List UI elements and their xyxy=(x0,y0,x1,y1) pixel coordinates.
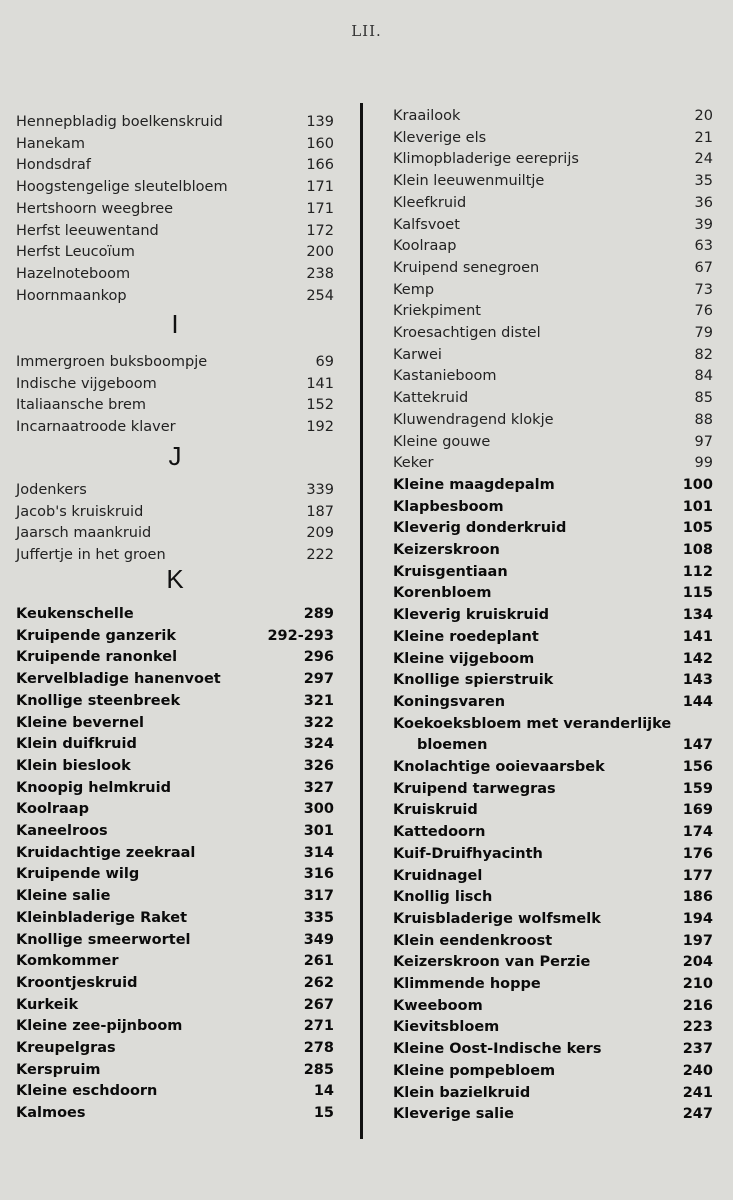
entry-name: Klein bieslook xyxy=(16,757,131,774)
entry-name: Kleinbladerige Raket xyxy=(16,909,188,926)
entry-name: Kreupelgras xyxy=(16,1040,116,1056)
entry-page: 156 xyxy=(682,759,713,775)
index-entry xyxy=(393,106,713,128)
entry-name: Hoornmaankop xyxy=(16,287,127,304)
index-entry xyxy=(393,583,713,605)
column-divider xyxy=(360,103,363,1139)
entry-name: Kleine gouwe xyxy=(393,433,491,450)
entry-name: Kruipende ganzerik xyxy=(16,627,177,644)
entry-name: Klimmende hoppe xyxy=(393,976,541,992)
index-entry xyxy=(393,692,713,714)
index-entry xyxy=(16,886,334,908)
entry-page: 84 xyxy=(694,368,713,385)
entry-name: Kruipende wilg xyxy=(16,866,140,883)
index-entry xyxy=(393,974,713,996)
entry-page: 171 xyxy=(306,179,334,196)
entry-name: Knollige spierstruik xyxy=(393,672,554,689)
entry-name: Keukenschelle xyxy=(16,606,134,622)
entry-page: 187 xyxy=(306,503,334,520)
entry-name: Kervelbladige hanenvoet xyxy=(16,671,221,688)
index-entry xyxy=(393,1039,713,1061)
entry-page: 147 xyxy=(682,737,713,754)
index-entry xyxy=(393,453,713,475)
entry-page: 35 xyxy=(694,173,713,190)
entry-page: 194 xyxy=(682,910,713,927)
index-entry xyxy=(16,286,334,308)
entry-name: Indische vijgeboom xyxy=(16,375,157,392)
index-entry xyxy=(393,128,713,150)
entry-page: 88 xyxy=(694,411,713,428)
entry-name: Kastanieboom xyxy=(393,368,497,385)
entry-name: Kattedoorn xyxy=(393,824,486,841)
index-entry xyxy=(393,193,713,215)
entry-name: Koolraap xyxy=(16,801,89,818)
entry-name: Kievitsbloem xyxy=(393,1019,500,1036)
index-entry xyxy=(16,973,334,995)
entry-page: 100 xyxy=(682,476,713,493)
index-entry xyxy=(16,821,334,843)
entry-page: 316 xyxy=(303,866,334,883)
entry-name: Immergroen buksboompje xyxy=(16,354,208,370)
index-entry xyxy=(16,177,334,199)
entry-name: Kleine bevernel xyxy=(16,714,144,731)
entry-name: Knollige steenbreek xyxy=(16,692,181,709)
entry-page: 176 xyxy=(682,845,713,862)
index-entry xyxy=(16,626,334,648)
entry-name: Kruisbladerige wolfsmelk xyxy=(393,910,601,927)
index-entry xyxy=(16,134,334,156)
section-letter-k: K xyxy=(166,564,184,594)
index-entry xyxy=(393,215,713,237)
entry-page: 73 xyxy=(694,281,713,298)
entry-name: Keizerskroon van Perzie xyxy=(393,954,591,971)
entry-name: Keizerskroon xyxy=(393,542,500,558)
index-entry xyxy=(16,155,334,177)
entry-name: Komkommer xyxy=(16,953,119,970)
entry-page: 317 xyxy=(303,888,334,905)
index-entry xyxy=(16,778,334,800)
entry-page: 300 xyxy=(303,801,334,818)
index-entry xyxy=(393,366,713,388)
entry-page: 216 xyxy=(682,997,713,1014)
entry-name: Knolachtige ooievaarsbek xyxy=(393,759,605,775)
entry-page: 15 xyxy=(313,1105,334,1122)
entry-page: 314 xyxy=(303,844,334,861)
entry-page: 174 xyxy=(682,824,713,841)
index-entry xyxy=(16,242,334,264)
index-entry xyxy=(16,417,334,439)
index-entry xyxy=(393,649,713,671)
entry-page: 210 xyxy=(682,976,713,992)
index-entry xyxy=(393,301,713,323)
entry-name: Kruipend senegroen xyxy=(393,259,540,276)
entry-name: Herfst leeuwentand xyxy=(16,222,159,239)
index-entry xyxy=(16,1016,334,1038)
entry-name: Keker xyxy=(393,455,434,472)
entry-name: Kraailook xyxy=(393,108,461,124)
entry-name: Incarnaatroode klaver xyxy=(16,419,176,436)
entry-page: 144 xyxy=(682,693,713,710)
index-entry xyxy=(393,236,713,258)
entry-name: Koningsvaren xyxy=(393,693,506,710)
index-entry xyxy=(393,822,713,844)
entry-page: 82 xyxy=(694,346,713,363)
index-entry xyxy=(16,995,334,1017)
entry-name: Hennepbladig boelkenskruid xyxy=(16,114,223,130)
index-entry xyxy=(16,713,334,735)
entry-page: 186 xyxy=(682,889,713,906)
entry-name: Jodenkers xyxy=(16,482,87,498)
entry-page: 24 xyxy=(694,151,713,168)
entry-name: Koolraap xyxy=(393,238,457,255)
index-entry xyxy=(16,908,334,930)
index-entry xyxy=(16,480,334,502)
entry-page: 69 xyxy=(315,354,334,370)
index-entry xyxy=(393,540,713,562)
entry-page: 160 xyxy=(306,135,334,152)
index-entry xyxy=(393,931,713,953)
entry-name: Juffertje in het groen xyxy=(16,547,166,564)
entry-page: 166 xyxy=(306,157,334,174)
entry-name: Hondsdraf xyxy=(16,157,91,174)
entry-name: Korenbloem xyxy=(393,585,492,602)
entry-name: Kattekruid xyxy=(393,390,469,407)
index-entry xyxy=(393,1104,713,1126)
entry-name: Kruidachtige zeekraal xyxy=(16,844,196,861)
entry-name: Kleine roedeplant xyxy=(393,628,539,645)
entry-page: 141 xyxy=(682,628,713,645)
entry-name: Italiaansche brem xyxy=(16,397,147,414)
entry-page: 76 xyxy=(694,303,713,320)
index-entry xyxy=(16,1081,334,1103)
entry-page: 112 xyxy=(682,563,713,580)
entry-name: Kleverig kruiskruid xyxy=(393,607,550,624)
entry-page: 209 xyxy=(306,525,334,542)
entry-page: 192 xyxy=(306,419,334,436)
entry-page: 36 xyxy=(694,194,713,211)
entry-page: 99 xyxy=(694,455,713,472)
entry-page: 327 xyxy=(303,779,334,796)
index-entry xyxy=(393,410,713,432)
entry-name: Kleine salie xyxy=(16,888,111,905)
entry-page: 321 xyxy=(303,692,334,709)
index-entry xyxy=(393,952,713,974)
entry-name: Kroontjeskruid xyxy=(16,974,138,991)
index-entry xyxy=(393,518,713,540)
index-entry xyxy=(393,497,713,519)
entry-name: Kroesachtigen distel xyxy=(393,325,541,341)
entry-page: 108 xyxy=(682,542,713,558)
entry-name: Kleverig donderkruid xyxy=(393,520,567,537)
entry-name: Kleine eschdoorn xyxy=(16,1083,158,1100)
entry-name: Kemp xyxy=(393,281,435,298)
entry-name: Kleine vijgeboom xyxy=(393,650,535,667)
index-entry xyxy=(393,887,713,909)
entry-page: 240 xyxy=(682,1062,713,1079)
entry-page: 152 xyxy=(306,397,334,414)
index-entry xyxy=(393,280,713,302)
index-entry xyxy=(393,475,713,497)
index-entry xyxy=(393,432,713,454)
entry-name: Karwei xyxy=(393,346,442,363)
index-entry xyxy=(393,149,713,171)
entry-name: Knollige smeerwortel xyxy=(16,931,191,948)
index-entry xyxy=(393,670,713,692)
entry-name: Hanekam xyxy=(16,135,86,152)
entry-name: Jaarsch maankruid xyxy=(16,525,152,542)
entry-name: Koekoeksbloem met veranderlijke xyxy=(393,715,672,732)
index-entry xyxy=(393,800,713,822)
section-letter-j: J xyxy=(168,441,182,471)
entry-name: Kleverige els xyxy=(393,129,487,146)
entry-name: Kleefkruid xyxy=(393,194,467,211)
index-entry xyxy=(393,714,713,736)
index-entry xyxy=(16,756,334,778)
entry-page: 142 xyxy=(682,650,713,667)
index-entry xyxy=(16,864,334,886)
entry-page: 262 xyxy=(303,974,334,991)
entry-name: Knoopig helmkruid xyxy=(16,779,171,796)
entry-page: 335 xyxy=(303,909,334,926)
entry-name: Kuif-Druifhyacinth xyxy=(393,845,543,862)
entry-page: 67 xyxy=(694,259,713,276)
index-entry xyxy=(16,647,334,669)
entry-page: 21 xyxy=(694,129,713,146)
entry-page: 285 xyxy=(303,1061,334,1078)
entry-page: 115 xyxy=(682,585,713,602)
index-entry xyxy=(393,909,713,931)
entry-name: Kluwendragend klokje xyxy=(393,411,554,428)
index-entry xyxy=(16,604,334,626)
entry-page: 322 xyxy=(303,714,334,731)
index-entry xyxy=(16,669,334,691)
entry-name: Klein eendenkroost xyxy=(393,932,553,949)
entry-page: 171 xyxy=(306,200,334,217)
entry-name: Hoogstengelige sleutelbloem xyxy=(16,179,228,196)
entry-page: 177 xyxy=(682,867,713,884)
index-entry xyxy=(393,996,713,1018)
index-entry xyxy=(16,734,334,756)
entry-page: 267 xyxy=(303,996,334,1013)
index-entry xyxy=(16,1060,334,1082)
entry-name: Kruisgentiaan xyxy=(393,563,508,580)
entry-name: Kweeboom xyxy=(393,997,483,1014)
entry-name: Kerspruim xyxy=(16,1061,101,1078)
index-entry xyxy=(16,199,334,221)
entry-page: 349 xyxy=(303,931,334,948)
entry-name: Hertshoorn weegbree xyxy=(16,200,174,217)
entry-name: Klein leeuwenmuiltje xyxy=(393,173,545,190)
entry-page: 278 xyxy=(303,1040,334,1056)
entry-page: 101 xyxy=(682,498,713,515)
index-entry xyxy=(16,374,334,396)
index-entry xyxy=(16,395,334,417)
section-letter-i: I xyxy=(171,309,179,339)
index-entry xyxy=(16,843,334,865)
entry-name: Kleine maagdepalm xyxy=(393,476,555,493)
index-entry xyxy=(16,502,334,524)
entry-page: 14 xyxy=(313,1083,334,1100)
entry-name: Kleine zee-pijnboom xyxy=(16,1018,183,1035)
entry-page: 159 xyxy=(682,780,713,797)
index-entry xyxy=(16,352,334,374)
entry-page: 289 xyxy=(303,606,334,622)
index-entry xyxy=(16,112,334,134)
entry-page: 79 xyxy=(694,325,713,341)
entry-page: 143 xyxy=(682,672,713,689)
entry-page: 237 xyxy=(682,1041,713,1058)
entry-page: 222 xyxy=(306,547,334,564)
index-entry xyxy=(393,1017,713,1039)
entry-page: 254 xyxy=(306,287,334,304)
entry-name: bloemen xyxy=(417,737,488,754)
index-entry xyxy=(16,951,334,973)
entry-page: 326 xyxy=(303,757,334,774)
entry-name: Herfst Leucoïum xyxy=(16,244,135,261)
entry-page: 20 xyxy=(694,108,713,124)
entry-page: 241 xyxy=(682,1084,713,1101)
index-entry xyxy=(393,627,713,649)
entry-page: 172 xyxy=(306,222,334,239)
entry-page: 141 xyxy=(306,375,334,392)
entry-page: 261 xyxy=(303,953,334,970)
entry-name: Kleverige salie xyxy=(393,1106,514,1123)
entry-name: Kruipende ranonkel xyxy=(16,649,178,666)
entry-page: 85 xyxy=(694,390,713,407)
entry-page: 200 xyxy=(306,244,334,261)
entry-name: Kriekpiment xyxy=(393,303,481,320)
entry-page: 139 xyxy=(306,114,334,130)
index-entry xyxy=(393,171,713,193)
entry-page: 324 xyxy=(303,736,334,753)
entry-page: 339 xyxy=(306,482,334,498)
page-number: LII. xyxy=(351,22,382,40)
index-entry xyxy=(393,844,713,866)
entry-page: 97 xyxy=(694,433,713,450)
entry-name: Klein bazielkruid xyxy=(393,1084,531,1101)
entry-name: Klimopbladerige eereprijs xyxy=(393,151,579,168)
index-entry xyxy=(393,757,713,779)
entry-name: Kleine Oost-Indische kers xyxy=(393,1041,602,1058)
entry-page: 39 xyxy=(694,216,713,233)
entry-name: Klein duifkruid xyxy=(16,736,137,753)
index-entry xyxy=(16,264,334,286)
entry-page: 271 xyxy=(303,1018,334,1035)
index-entry xyxy=(393,258,713,280)
entry-page: 297 xyxy=(303,671,334,688)
index-entry xyxy=(393,345,713,367)
entry-page: 292-293 xyxy=(267,627,334,644)
index-entry xyxy=(393,779,713,801)
index-entry xyxy=(16,1103,334,1125)
entry-name: Kaneelroos xyxy=(16,823,108,839)
index-entry xyxy=(393,605,713,627)
index-entry xyxy=(393,735,713,757)
entry-page: 223 xyxy=(682,1019,713,1036)
index-entry xyxy=(16,691,334,713)
index-entry xyxy=(393,1083,713,1105)
entry-name: Kruiskruid xyxy=(393,802,478,819)
entry-name: Kruidnagel xyxy=(393,867,483,884)
entry-page: 134 xyxy=(682,607,713,624)
entry-name: Kruipend tarwegras xyxy=(393,780,556,797)
index-entry xyxy=(16,799,334,821)
index-entry xyxy=(16,523,334,545)
entry-name: Knollig lisch xyxy=(393,889,493,906)
entry-page: 296 xyxy=(303,649,334,666)
entry-page: 204 xyxy=(682,954,713,971)
entry-name: Hazelnoteboom xyxy=(16,265,131,282)
index-entry xyxy=(393,388,713,410)
entry-name: Kleine pompebloem xyxy=(393,1062,556,1079)
index-entry xyxy=(16,1038,334,1060)
index-entry xyxy=(393,323,713,345)
entry-page: 105 xyxy=(682,520,713,537)
entry-page: 63 xyxy=(694,238,713,255)
entry-name: Kurkeik xyxy=(16,996,79,1013)
index-entry xyxy=(16,930,334,952)
index-entry xyxy=(393,866,713,888)
entry-name: Kalfsvoet xyxy=(393,216,460,233)
entry-page: 197 xyxy=(682,932,713,949)
entry-name: Kalmoes xyxy=(16,1105,86,1122)
entry-page: 247 xyxy=(682,1106,713,1123)
index-entry xyxy=(16,221,334,243)
entry-page: 238 xyxy=(306,265,334,282)
index-entry xyxy=(393,1061,713,1083)
entry-page: 301 xyxy=(303,823,334,839)
entry-page: 169 xyxy=(682,802,713,819)
entry-name: Klapbesboom xyxy=(393,498,504,515)
entry-name: Jacob's kruiskruid xyxy=(16,503,144,520)
index-entry xyxy=(393,562,713,584)
